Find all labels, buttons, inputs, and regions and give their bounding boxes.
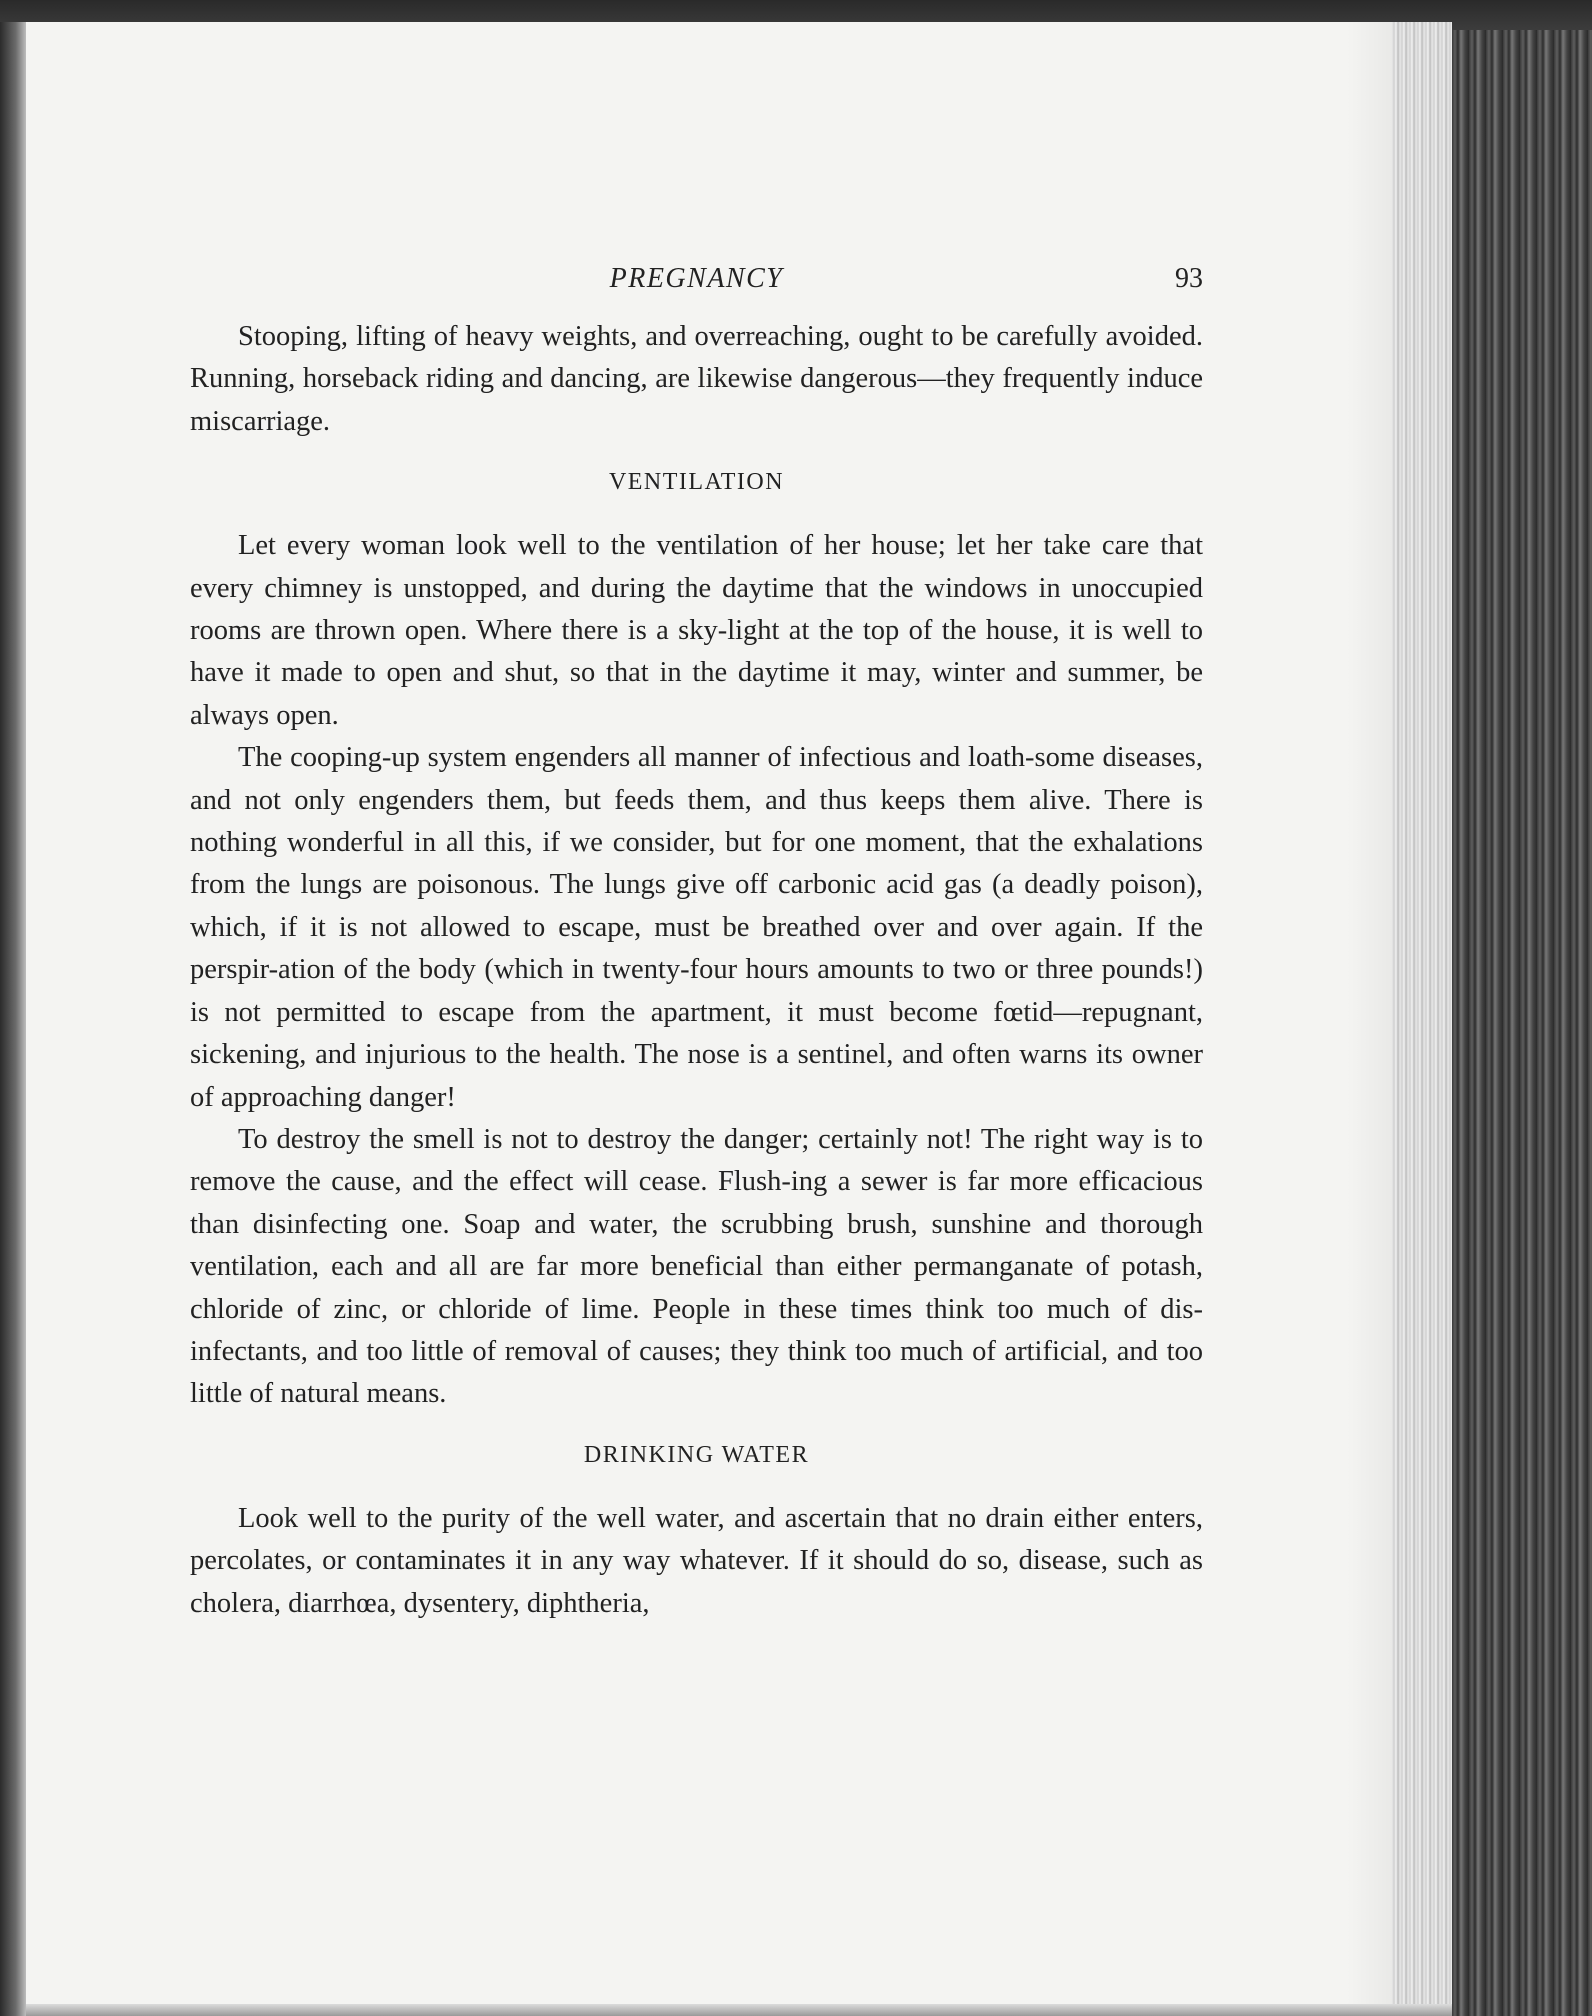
running-head <box>190 258 1203 304</box>
book-left-edge <box>0 22 26 2016</box>
paragraph-destroy-smell: To destroy the smell is not to destroy the danger; certainly not! The right way is to remove the cause, and the effect will cease. Flush-ing a sewer is far more efficacious than disinfecting one. Soap and water, the scrubbing brush, sunshine and thorough ventilation, each and all are far more beneficial than either permanganate of potash, chloride of zinc, or chloride of lime. People in these times think too much of dis-infectants, and too little of removal of causes; they think too much of artificial, and too little of natural means. <box>190 1123 1203 1410</box>
section-heading-drinking-water: DRINKING WATER <box>583 1441 810 1468</box>
paragraph-stooping: Stooping, lifting of heavy weights, and overreaching, ought to be carefully avoided. Running, horseback riding and dancing, are likewise dangerous—they frequently induce miscarriage. <box>190 321 1203 437</box>
book-bottom-edge <box>26 2004 1452 2016</box>
section-heading-ventilation: VENTILATION <box>608 469 785 496</box>
paragraph-well-water: Look well to the purity of the well water, and ascertain that no drain either enters, percolates, or contaminates it in any way whatever. If it should do so, disease, such as cholera, diarrhœa, dysentery, diphtheria, <box>190 1502 1203 1619</box>
page-edges <box>1392 22 1452 2016</box>
paragraph-ventilation: Let every woman look well to the ventilation of her house; let her take care that every chimney is unstopped, and during the daytime that the windows in unoccupied rooms are thrown open. Where there is a sky-light at the top of the house, it is well to have it made to open and shut, so that in the daytime it may, winter and summer, be always open. <box>190 530 1203 731</box>
book-spine <box>1452 30 1592 2016</box>
page-number: 93 <box>1175 263 1203 294</box>
paragraph-cooping-up: The cooping-up system engenders all manner of infectious and loath-some diseases, and not only engenders them, but feeds them, and thus keeps them alive. There is nothing wonderful in all this, if we consider, but for one moment, that the exhalations from the lungs are poisonous. The lungs give off carbonic acid gas (a deadly poison), which, if it is not allowed to escape, must be breathed over and over again. If the perspir-ation of the body (which in twenty-four hours amounts to two or three pounds!) is not permitted to escape from the apartment, it must become fœtid—repugnant, sickening, and injurious to the health. The nose is a sentinel, and often warns its owner of approaching danger! <box>190 742 1203 1113</box>
running-title: PREGNANCY <box>609 263 784 294</box>
page-text <box>190 258 1203 1625</box>
